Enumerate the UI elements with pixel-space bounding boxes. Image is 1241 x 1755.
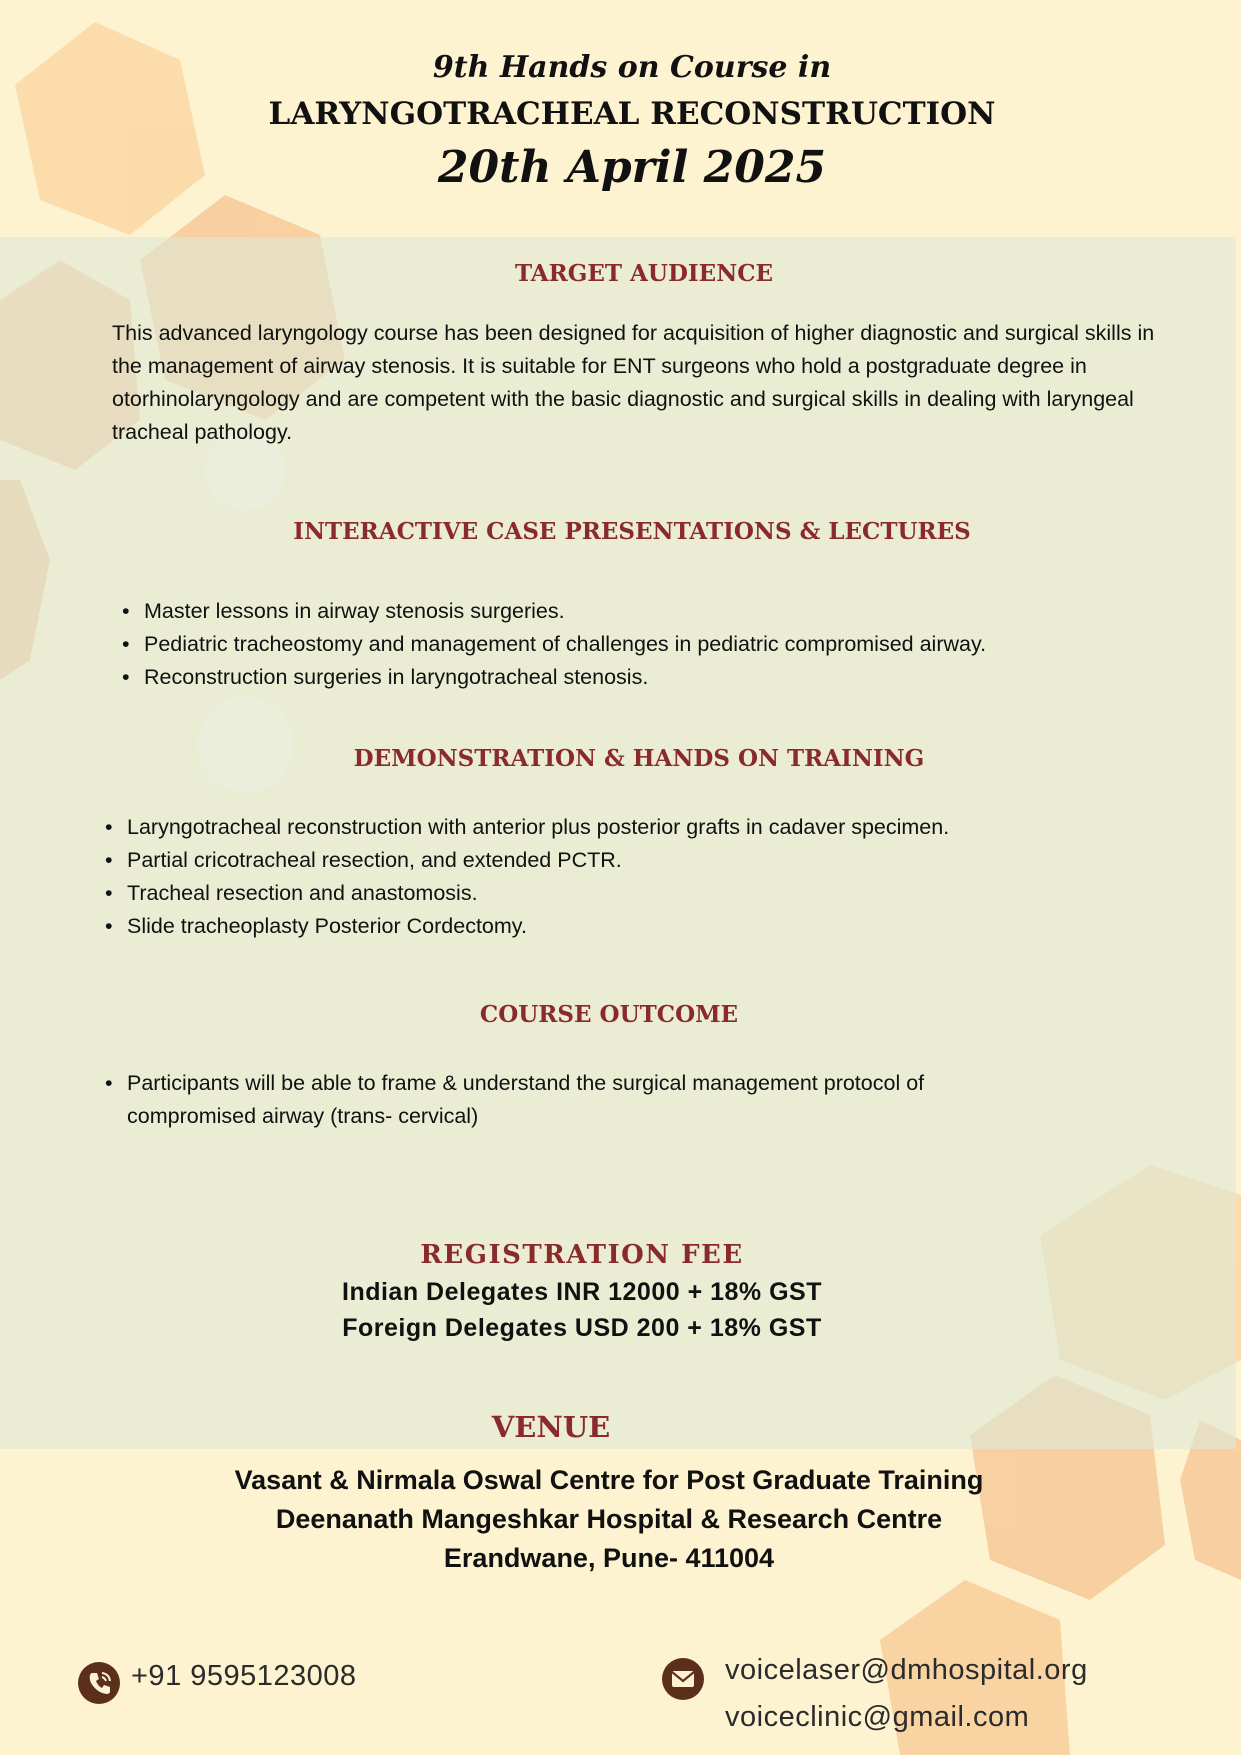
mail-icon [662,1658,704,1700]
venue-line-3: Erandwane, Pune- 411004 [443,1543,775,1573]
venue-heading: VENUE [491,1410,611,1444]
phone-icon [78,1662,120,1704]
list-item: • Slide tracheoplasty Posterior Cordectomy. [97,910,1197,943]
list-item: • Reconstruction surgeries in laryngotracheal stenosis. [114,661,1214,694]
course-title: LARYNGOTRACHEAL RECONSTRUCTION [268,96,996,132]
target-audience-heading: TARGET AUDIENCE [514,260,774,287]
venue-line-1: Vasant & Nirmala Oswal Centre for Post Graduate Training [234,1465,984,1495]
venue-line-2: Deenanath Mangeshkar Hospital & Research Centre [275,1504,943,1534]
list-item: • Participants will be able to frame & understand the surgical management protocol of compromised airway (trans- cervical) [97,1067,1047,1133]
list-item: • Partial cricotracheal resection, and extended PCTR. [97,844,1197,877]
outcome-list [97,1067,1047,1133]
email-address-primary[interactable]: voicelaser@dmhospital.org [725,1654,1088,1686]
course-date: 20th April 2025 [437,142,827,193]
email-address-secondary[interactable]: voiceclinic@gmail.com [725,1701,1030,1733]
lectures-list [114,595,1214,694]
lectures-heading: INTERACTIVE CASE PRESENTATIONS & LECTURES [293,518,971,545]
training-heading: DEMONSTRATION & HANDS ON TRAINING [353,745,925,772]
registration-heading: REGISTRATION FEE [420,1240,744,1270]
list-item: • Laryngotracheal reconstruction with anterior plus posterior grafts in cadaver specimen. [97,811,1197,844]
foreign-delegates-fee: Foreign Delegates USD 200 + 18% GST [342,1314,822,1342]
indian-delegates-fee: Indian Delegates INR 12000 + 18% GST [342,1278,822,1306]
outcome-heading: COURSE OUTCOME [479,1001,739,1028]
phone-number[interactable]: +91 9595123008 [131,1660,357,1692]
course-subtitle: 9th Hands on Course in [432,50,832,85]
list-item: • Master lessons in airway stenosis surgeries. [114,595,1214,628]
training-list [97,811,1197,943]
target-audience-text: This advanced laryngology course has been designed for acquisition of higher diagnostic and surgical skills in the management of airway stenosis. It is suitable for ENT surgeons who hold a postgraduate degree in otorhinolaryngology and are competent with the basic diagnostic and surgical skills in dealing with laryngeal tracheal pathology. [112,321,1155,444]
list-item: • Tracheal resection and anastomosis. [97,877,1197,910]
list-item: • Pediatric tracheostomy and management of challenges in pediatric compromised airway. [114,628,1214,661]
